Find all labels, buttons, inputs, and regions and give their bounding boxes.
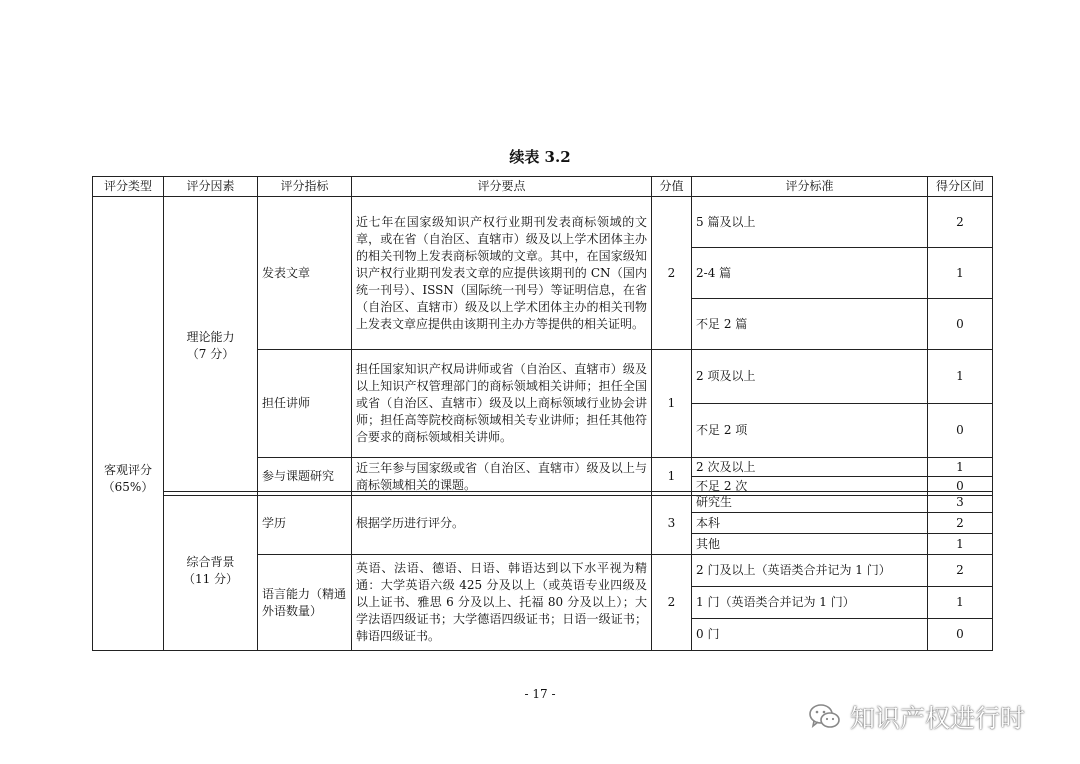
criteria-cell: 不足 2 项: [692, 404, 928, 458]
criteria-cell: 研究生: [692, 492, 928, 513]
range-cell: 0: [928, 477, 993, 496]
indicator-cell: 发表文章: [258, 197, 352, 350]
criteria-cell: 2-4 篇: [692, 248, 928, 299]
score-cell: 3: [652, 492, 692, 555]
criteria-cell: 2 门及以上（英语类合并记为 1 门）: [692, 555, 928, 587]
range-cell: 1: [928, 587, 993, 619]
range-cell: 1: [928, 534, 993, 555]
range-cell: 1: [928, 458, 993, 477]
score-cell: 1: [652, 458, 692, 496]
indicator-cell: 参与课题研究: [258, 458, 352, 496]
header-cell: 评分指标: [258, 177, 352, 197]
criteria-cell: 不足 2 次: [692, 477, 928, 496]
range-cell: 2: [928, 197, 993, 248]
wechat-icon: [808, 702, 842, 732]
range-cell: 2: [928, 513, 993, 534]
points-cell: 根据学历进行评分。: [352, 492, 652, 555]
criteria-cell: 其他: [692, 534, 928, 555]
header-cell: 评分标准: [692, 177, 928, 197]
scoring-table-continued: [92, 491, 993, 651]
points-cell: 英语、法语、德语、日语、韩语达到以下水平视为精通：大学英语六级 425 分及以上（或英语专业四级及以上证书、雅思 6 分及以上、托福 80 分及以上）；大学法语四级证书；大学德语四级证书；日语一级证书；韩语四级证书。: [352, 555, 652, 651]
indicator-cell: 语言能力（精通外语数量）: [258, 555, 352, 651]
criteria-cell: 2 项及以上: [692, 350, 928, 404]
table-row: [93, 492, 993, 513]
table-row: [93, 197, 993, 248]
watermark-text: 知识产权进行时: [850, 704, 1026, 733]
criteria-cell: 1 门（英语类合并记为 1 门）: [692, 587, 928, 619]
range-cell: 1: [928, 248, 993, 299]
range-cell: 0: [928, 299, 993, 350]
points-cell: 近三年参与国家级或省（自治区、直辖市）级及以上与商标领域相关的课题。: [352, 458, 652, 496]
header-cell: 分值: [652, 177, 692, 197]
range-cell: 0: [928, 404, 993, 458]
table-title: 续表 3.2: [509, 148, 571, 166]
points-cell: 近七年在国家级知识产权行业期刊发表商标领域的文章，或在省（自治区、直辖市）级及以上学术团体主办的相关刊物上发表商标领域的文章。其中，在国家级知识产权行业期刊发表文章的应提供该期刊的 CN（国内统一刊号）、ISSN（国际统一刊号）等证明信息，在省（自治区、直辖市）级及以上学术团体主办的相关刊物上发表文章应提供由该期刊主办方等提供的相关证明。: [352, 197, 652, 350]
header-row: [93, 177, 993, 197]
range-cell: 2: [928, 555, 993, 587]
range-cell: 1: [928, 350, 993, 404]
score-cell: 2: [652, 555, 692, 651]
category-cell: 客观评分 （65%）: [93, 197, 164, 496]
indicator-cell: 担任讲师: [258, 350, 352, 458]
range-cell: 0: [928, 619, 993, 651]
indicator-cell: 学历: [258, 492, 352, 555]
criteria-cell: 不足 2 篇: [692, 299, 928, 350]
range-cell: 3: [928, 492, 993, 513]
score-cell: 1: [652, 350, 692, 458]
watermark: [808, 700, 1025, 734]
criteria-cell: 2 次及以上: [692, 458, 928, 477]
score-cell: 2: [652, 197, 692, 350]
factor-cell: 综合背景 （11 分）: [164, 492, 258, 651]
header-cell: 得分区间: [928, 177, 993, 197]
criteria-cell: 本科: [692, 513, 928, 534]
criteria-cell: 0 门: [692, 619, 928, 651]
factor-cell: 理论能力 （7 分）: [164, 197, 258, 496]
points-cell: 担任国家知识产权局讲师或省（自治区、直辖市）级及以上知识产权管理部门的商标领域相关讲师；担任全国或省（自治区、直辖市）级及以上商标领域行业协会讲师；担任高等院校商标领域相关专业讲师；担任其他符合要求的商标领域相关讲师。: [352, 350, 652, 458]
header-cell: 评分类型: [93, 177, 164, 197]
category-cell-continued: [93, 492, 164, 651]
scoring-table: [92, 176, 993, 496]
header-cell: 评分因素: [164, 177, 258, 197]
page-number: - 17 -: [524, 687, 556, 701]
header-cell: 评分要点: [352, 177, 652, 197]
criteria-cell: 5 篇及以上: [692, 197, 928, 248]
